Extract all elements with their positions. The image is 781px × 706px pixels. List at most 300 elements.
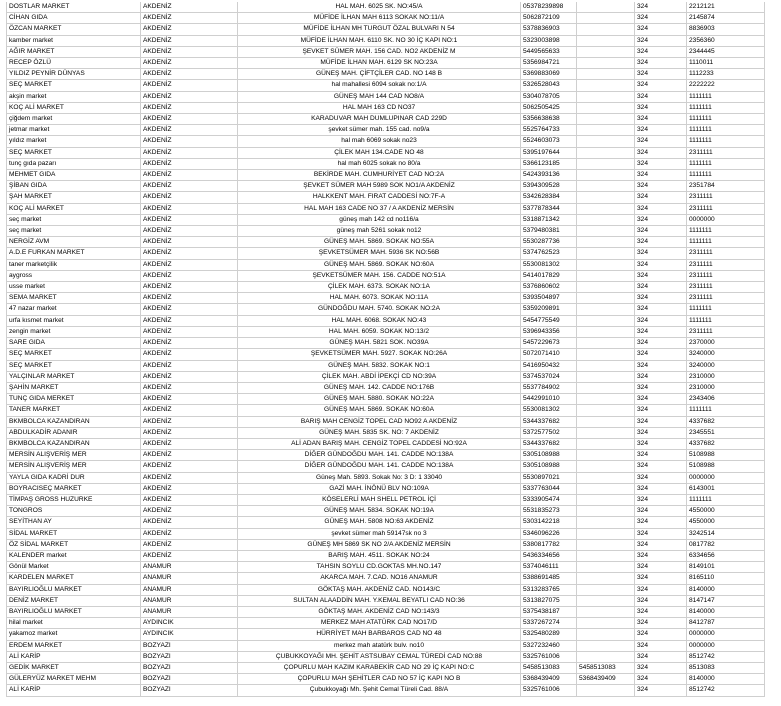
- alt-phone-cell[interactable]: [577, 640, 635, 651]
- landline-cell[interactable]: 2212121: [687, 2, 765, 13]
- address-cell[interactable]: MÜFİDE İLHAN MH TURGUT ÖZAL BULVARI N 54: [238, 24, 521, 35]
- market-name-cell[interactable]: YAYLA GIDA KADRİ DUR: [7, 472, 141, 483]
- landline-cell[interactable]: 2311111: [687, 248, 765, 259]
- alt-phone-cell[interactable]: [577, 114, 635, 125]
- mobile-phone-cell[interactable]: 05378239898: [521, 2, 577, 13]
- market-name-cell[interactable]: aygross: [7, 270, 141, 281]
- mobile-phone-cell[interactable]: 5344337682: [521, 438, 577, 449]
- address-cell[interactable]: GÜNEŞ MAH. ÇİFTÇİLER CAD. NO 148 B: [238, 69, 521, 80]
- district-cell[interactable]: AKDENİZ: [141, 506, 238, 517]
- market-name-cell[interactable]: SEÇ MARKET: [7, 360, 141, 371]
- alt-phone-cell[interactable]: [577, 651, 635, 662]
- area-code-cell[interactable]: 324: [635, 394, 687, 405]
- district-cell[interactable]: AKDENİZ: [141, 147, 238, 158]
- district-cell[interactable]: AKDENİZ: [141, 450, 238, 461]
- area-code-cell[interactable]: 324: [635, 640, 687, 651]
- market-name-cell[interactable]: ÖZCAN MARKET: [7, 24, 141, 35]
- market-name-cell[interactable]: yakamoz market: [7, 629, 141, 640]
- mobile-phone-cell[interactable]: 5342628384: [521, 192, 577, 203]
- landline-cell[interactable]: 2310000: [687, 371, 765, 382]
- mobile-phone-cell[interactable]: 5313283765: [521, 584, 577, 595]
- alt-phone-cell[interactable]: [577, 282, 635, 293]
- landline-cell[interactable]: 4337682: [687, 438, 765, 449]
- district-cell[interactable]: AKDENİZ: [141, 416, 238, 427]
- landline-cell[interactable]: 6334656: [687, 550, 765, 561]
- mobile-phone-cell[interactable]: 5388691485: [521, 573, 577, 584]
- area-code-cell[interactable]: 324: [635, 461, 687, 472]
- mobile-phone-cell[interactable]: 5337763044: [521, 483, 577, 494]
- district-cell[interactable]: AKDENİZ: [141, 326, 238, 337]
- mobile-phone-cell[interactable]: 5368439409: [521, 674, 577, 685]
- alt-phone-cell[interactable]: [577, 248, 635, 259]
- mobile-phone-cell[interactable]: 5318871342: [521, 214, 577, 225]
- district-cell[interactable]: AKDENİZ: [141, 394, 238, 405]
- market-name-cell[interactable]: SARE GIDA: [7, 338, 141, 349]
- landline-cell[interactable]: 8140000: [687, 584, 765, 595]
- mobile-phone-cell[interactable]: 5530897021: [521, 472, 577, 483]
- mobile-phone-cell[interactable]: 5305108988: [521, 450, 577, 461]
- area-code-cell[interactable]: 324: [635, 685, 687, 696]
- market-name-cell[interactable]: ERDEM MARKET: [7, 640, 141, 651]
- landline-cell[interactable]: 1111111: [687, 114, 765, 125]
- landline-cell[interactable]: 1111111: [687, 158, 765, 169]
- district-cell[interactable]: AKDENİZ: [141, 2, 238, 13]
- district-cell[interactable]: AKDENİZ: [141, 237, 238, 248]
- alt-phone-cell[interactable]: [577, 270, 635, 281]
- landline-cell[interactable]: 4337682: [687, 416, 765, 427]
- district-cell[interactable]: AKDENİZ: [141, 80, 238, 91]
- area-code-cell[interactable]: 324: [635, 360, 687, 371]
- district-cell[interactable]: AKDENİZ: [141, 125, 238, 136]
- district-cell[interactable]: AKDENİZ: [141, 293, 238, 304]
- address-cell[interactable]: GÜNEŞ MAH. 142. CADDE NO:176B: [238, 382, 521, 393]
- area-code-cell[interactable]: 324: [635, 494, 687, 505]
- area-code-cell[interactable]: 324: [635, 349, 687, 360]
- address-cell[interactable]: MÜFİDE İLHAN MAH. 6110 SK. NO 30 İÇ KAPI NO:1: [238, 35, 521, 46]
- alt-phone-cell[interactable]: [577, 517, 635, 528]
- district-cell[interactable]: ANAMUR: [141, 606, 238, 617]
- address-cell[interactable]: ŞEVKETSÜMER MAH. 5936 SK NO:56B: [238, 248, 521, 259]
- district-cell[interactable]: AKDENİZ: [141, 102, 238, 113]
- mobile-phone-cell[interactable]: 5359209891: [521, 304, 577, 315]
- landline-cell[interactable]: 1111111: [687, 237, 765, 248]
- market-name-cell[interactable]: 47 nazar market: [7, 304, 141, 315]
- mobile-phone-cell[interactable]: 5416950432: [521, 360, 577, 371]
- mobile-phone-cell[interactable]: 5424393136: [521, 170, 577, 181]
- alt-phone-cell[interactable]: [577, 170, 635, 181]
- area-code-cell[interactable]: 324: [635, 382, 687, 393]
- area-code-cell[interactable]: 324: [635, 618, 687, 629]
- area-code-cell[interactable]: 324: [635, 102, 687, 113]
- alt-phone-cell[interactable]: [577, 427, 635, 438]
- alt-phone-cell[interactable]: [577, 24, 635, 35]
- address-cell[interactable]: SULTAN ALAADDİN MAH. Y.KEMAL BEYATLI CAD NO:36: [238, 595, 521, 606]
- alt-phone-cell[interactable]: [577, 349, 635, 360]
- address-cell[interactable]: HAL MAH. 6073. SOKAK NO:11A: [238, 293, 521, 304]
- alt-phone-cell[interactable]: [577, 472, 635, 483]
- district-cell[interactable]: AKDENİZ: [141, 170, 238, 181]
- mobile-phone-cell[interactable]: 5326528043: [521, 80, 577, 91]
- area-code-cell[interactable]: 324: [635, 181, 687, 192]
- address-cell[interactable]: GÜNEŞ MAH. 5821 SOK. NO39A: [238, 338, 521, 349]
- district-cell[interactable]: BOZYAZI: [141, 640, 238, 651]
- market-name-cell[interactable]: çiğdem market: [7, 114, 141, 125]
- area-code-cell[interactable]: 324: [635, 259, 687, 270]
- landline-cell[interactable]: 2344445: [687, 46, 765, 57]
- landline-cell[interactable]: 1111111: [687, 91, 765, 102]
- landline-cell[interactable]: 2351784: [687, 181, 765, 192]
- alt-phone-cell[interactable]: [577, 181, 635, 192]
- mobile-phone-cell[interactable]: 5375438187: [521, 606, 577, 617]
- mobile-phone-cell[interactable]: 5327232460: [521, 640, 577, 651]
- market-name-cell[interactable]: SEÇ MARKET: [7, 80, 141, 91]
- alt-phone-cell[interactable]: [577, 382, 635, 393]
- address-cell[interactable]: KÖSELERLİ MAH SHELL PETROL İÇİ: [238, 494, 521, 505]
- mobile-phone-cell[interactable]: 5344337682: [521, 416, 577, 427]
- district-cell[interactable]: AYDINCIK: [141, 618, 238, 629]
- area-code-cell[interactable]: 324: [635, 170, 687, 181]
- market-name-cell[interactable]: TONGROS: [7, 506, 141, 517]
- district-cell[interactable]: BOZYAZI: [141, 651, 238, 662]
- alt-phone-cell[interactable]: [577, 438, 635, 449]
- area-code-cell[interactable]: 324: [635, 472, 687, 483]
- alt-phone-cell[interactable]: [577, 394, 635, 405]
- address-cell[interactable]: ALİ ADAN BARIŞ MAH. CENGİZ TOPEL CADDESİ NO:92A: [238, 438, 521, 449]
- area-code-cell[interactable]: 324: [635, 651, 687, 662]
- area-code-cell[interactable]: 324: [635, 550, 687, 561]
- area-code-cell[interactable]: 324: [635, 35, 687, 46]
- alt-phone-cell[interactable]: [577, 606, 635, 617]
- market-name-cell[interactable]: SİDAL MARKET: [7, 528, 141, 539]
- mobile-phone-cell[interactable]: 5072071410: [521, 349, 577, 360]
- address-cell[interactable]: şevket sümer mah. 155 cad. no9/a: [238, 125, 521, 136]
- district-cell[interactable]: AKDENİZ: [141, 550, 238, 561]
- address-cell[interactable]: BARIŞ MAH CENGİZ TOPEL CAD NO92 A AKDENİZ: [238, 416, 521, 427]
- landline-cell[interactable]: 0000000: [687, 629, 765, 640]
- mobile-phone-cell[interactable]: 5525764733: [521, 125, 577, 136]
- area-code-cell[interactable]: 324: [635, 114, 687, 125]
- area-code-cell[interactable]: 324: [635, 46, 687, 57]
- district-cell[interactable]: AKDENİZ: [141, 539, 238, 550]
- landline-cell[interactable]: 3242514: [687, 528, 765, 539]
- landline-cell[interactable]: 3240000: [687, 349, 765, 360]
- address-cell[interactable]: MÜFİDE İLHAN MAH 6113 SOKAK NO:11/A: [238, 13, 521, 24]
- address-cell[interactable]: DİĞER GÜNDOĞDU MAH. 141. CADDE NO:138A: [238, 450, 521, 461]
- district-cell[interactable]: ANAMUR: [141, 573, 238, 584]
- alt-phone-cell[interactable]: [577, 573, 635, 584]
- address-cell[interactable]: ŞEVKET SÜMER MAH 5989 SOK NO1/A AKDENİZ: [238, 181, 521, 192]
- alt-phone-cell[interactable]: [577, 136, 635, 147]
- mobile-phone-cell[interactable]: 5313827075: [521, 595, 577, 606]
- landline-cell[interactable]: 2145874: [687, 13, 765, 24]
- market-name-cell[interactable]: ALİ KARİP: [7, 651, 141, 662]
- district-cell[interactable]: AKDENİZ: [141, 46, 238, 57]
- district-cell[interactable]: AKDENİZ: [141, 438, 238, 449]
- area-code-cell[interactable]: 324: [635, 371, 687, 382]
- landline-cell[interactable]: 0000000: [687, 640, 765, 651]
- market-name-cell[interactable]: ALİ KARİP: [7, 685, 141, 696]
- alt-phone-cell[interactable]: [577, 371, 635, 382]
- district-cell[interactable]: AKDENİZ: [141, 203, 238, 214]
- area-code-cell[interactable]: 324: [635, 315, 687, 326]
- landline-cell[interactable]: 2311111: [687, 192, 765, 203]
- district-cell[interactable]: AKDENİZ: [141, 181, 238, 192]
- landline-cell[interactable]: 2343406: [687, 394, 765, 405]
- address-cell[interactable]: GÜNEŞ MAH. 5835 SK. NO: 7 AKDENİZ: [238, 427, 521, 438]
- area-code-cell[interactable]: 324: [635, 483, 687, 494]
- market-name-cell[interactable]: KOÇ ALİ MARKET: [7, 203, 141, 214]
- alt-phone-cell[interactable]: [577, 494, 635, 505]
- market-name-cell[interactable]: NERGİZ AVM: [7, 237, 141, 248]
- alt-phone-cell[interactable]: [577, 125, 635, 136]
- market-name-cell[interactable]: TUNÇ GIDA MERKET: [7, 394, 141, 405]
- landline-cell[interactable]: 2311111: [687, 203, 765, 214]
- area-code-cell[interactable]: 324: [635, 304, 687, 315]
- alt-phone-cell[interactable]: [577, 2, 635, 13]
- mobile-phone-cell[interactable]: 5414017829: [521, 270, 577, 281]
- area-code-cell[interactable]: 324: [635, 506, 687, 517]
- address-cell[interactable]: TAHSIN SOYLU CD.GOKTAS MH.NO.147: [238, 562, 521, 573]
- address-cell[interactable]: hal mah 6069 sokak no23: [238, 136, 521, 147]
- mobile-phone-cell[interactable]: 5325761006: [521, 651, 577, 662]
- area-code-cell[interactable]: 324: [635, 427, 687, 438]
- district-cell[interactable]: AKDENİZ: [141, 427, 238, 438]
- district-cell[interactable]: AYDINCIK: [141, 629, 238, 640]
- market-name-cell[interactable]: KALENDER market: [7, 550, 141, 561]
- area-code-cell[interactable]: 324: [635, 629, 687, 640]
- alt-phone-cell[interactable]: [577, 226, 635, 237]
- district-cell[interactable]: AKDENİZ: [141, 91, 238, 102]
- area-code-cell[interactable]: 324: [635, 226, 687, 237]
- district-cell[interactable]: AKDENİZ: [141, 226, 238, 237]
- district-cell[interactable]: AKDENİZ: [141, 517, 238, 528]
- district-cell[interactable]: AKDENİZ: [141, 304, 238, 315]
- mobile-phone-cell[interactable]: 5325761006: [521, 685, 577, 696]
- address-cell[interactable]: ÇİLEK MAH. 6373. SOKAK NO:1A: [238, 282, 521, 293]
- market-name-cell[interactable]: ŞAHİN MARKET: [7, 382, 141, 393]
- landline-cell[interactable]: 1111111: [687, 102, 765, 113]
- alt-phone-cell[interactable]: [577, 91, 635, 102]
- mobile-phone-cell[interactable]: 5380817782: [521, 539, 577, 550]
- alt-phone-cell[interactable]: [577, 685, 635, 696]
- address-cell[interactable]: GÜNEŞ MH 5869 SK NO 2/A AKDENİZ MERSİN: [238, 539, 521, 550]
- market-name-cell[interactable]: akşin market: [7, 91, 141, 102]
- area-code-cell[interactable]: 324: [635, 450, 687, 461]
- address-cell[interactable]: HAL MAH. 6059. SOKAK NO:13/2: [238, 326, 521, 337]
- address-cell[interactable]: GÜNEŞ MAH 144 CAD NO8/A: [238, 91, 521, 102]
- landline-cell[interactable]: 0817782: [687, 539, 765, 550]
- area-code-cell[interactable]: 324: [635, 528, 687, 539]
- mobile-phone-cell[interactable]: 5395197644: [521, 147, 577, 158]
- landline-cell[interactable]: 0000000: [687, 472, 765, 483]
- area-code-cell[interactable]: 324: [635, 438, 687, 449]
- district-cell[interactable]: AKDENİZ: [141, 136, 238, 147]
- address-cell[interactable]: GÖKTAŞ MAH. AKDENİZ CAD NO:143/3: [238, 606, 521, 617]
- market-name-cell[interactable]: GÜLERYÜZ MARKET MEHM: [7, 674, 141, 685]
- market-name-cell[interactable]: KOÇ ALİ MARKET: [7, 102, 141, 113]
- alt-phone-cell[interactable]: [577, 338, 635, 349]
- market-name-cell[interactable]: YALÇINLAR MARKET: [7, 371, 141, 382]
- district-cell[interactable]: AKDENİZ: [141, 528, 238, 539]
- market-name-cell[interactable]: BKMBOLCA KAZANDIRAN: [7, 438, 141, 449]
- market-name-cell[interactable]: KARDELEN MARKET: [7, 573, 141, 584]
- district-cell[interactable]: AKDENİZ: [141, 24, 238, 35]
- alt-phone-cell[interactable]: [577, 158, 635, 169]
- district-cell[interactable]: AKDENİZ: [141, 371, 238, 382]
- landline-cell[interactable]: 5108988: [687, 450, 765, 461]
- landline-cell[interactable]: 1111111: [687, 315, 765, 326]
- mobile-phone-cell[interactable]: 5454775549: [521, 315, 577, 326]
- address-cell[interactable]: güneş mah 142 cd no116/a: [238, 214, 521, 225]
- landline-cell[interactable]: 2311111: [687, 147, 765, 158]
- area-code-cell[interactable]: 324: [635, 662, 687, 673]
- mobile-phone-cell[interactable]: 5442991010: [521, 394, 577, 405]
- market-name-cell[interactable]: jetmar market: [7, 125, 141, 136]
- area-code-cell[interactable]: 324: [635, 416, 687, 427]
- landline-cell[interactable]: 2311111: [687, 259, 765, 270]
- address-cell[interactable]: ŞEVKETSÜMER MAH. 156. CADDE NO:51A: [238, 270, 521, 281]
- address-cell[interactable]: şevket sümer mah 59147sk no 3: [238, 528, 521, 539]
- market-name-cell[interactable]: SEYİTHAN AY: [7, 517, 141, 528]
- mobile-phone-cell[interactable]: 5356638638: [521, 114, 577, 125]
- alt-phone-cell[interactable]: [577, 80, 635, 91]
- mobile-phone-cell[interactable]: 5356984721: [521, 58, 577, 69]
- mobile-phone-cell[interactable]: 5369883069: [521, 69, 577, 80]
- market-name-cell[interactable]: MERSİN ALIŞVERİŞ MER: [7, 461, 141, 472]
- market-name-cell[interactable]: MERSİN ALIŞVERİŞ MER: [7, 450, 141, 461]
- landline-cell[interactable]: 8512742: [687, 685, 765, 696]
- market-name-cell[interactable]: SEÇ MARKET: [7, 147, 141, 158]
- mobile-phone-cell[interactable]: 5303142218: [521, 517, 577, 528]
- alt-phone-cell[interactable]: [577, 360, 635, 371]
- landline-cell[interactable]: 2311111: [687, 270, 765, 281]
- address-cell[interactable]: MERKEZ MAH ATATÜRK CAD NO17/D: [238, 618, 521, 629]
- landline-cell[interactable]: 8412787: [687, 618, 765, 629]
- district-cell[interactable]: AKDENİZ: [141, 58, 238, 69]
- alt-phone-cell[interactable]: [577, 13, 635, 24]
- address-cell[interactable]: güneş mah 5261 sokak no12: [238, 226, 521, 237]
- address-cell[interactable]: GÜNEŞ MAH. 5832. SOKAK NO:1: [238, 360, 521, 371]
- district-cell[interactable]: AKDENİZ: [141, 35, 238, 46]
- market-name-cell[interactable]: ABDULKADİR ADANIR: [7, 427, 141, 438]
- market-name-cell[interactable]: SEÇ MARKET: [7, 349, 141, 360]
- mobile-phone-cell[interactable]: 5374046111: [521, 562, 577, 573]
- alt-phone-cell[interactable]: [577, 35, 635, 46]
- district-cell[interactable]: AKDENİZ: [141, 461, 238, 472]
- market-name-cell[interactable]: BAYIRLIOĞLU MARKET: [7, 584, 141, 595]
- landline-cell[interactable]: 0000000: [687, 214, 765, 225]
- landline-cell[interactable]: 8140000: [687, 606, 765, 617]
- district-cell[interactable]: BOZYAZI: [141, 662, 238, 673]
- district-cell[interactable]: AKDENİZ: [141, 349, 238, 360]
- landline-cell[interactable]: 2311111: [687, 282, 765, 293]
- mobile-phone-cell[interactable]: 5376860602: [521, 282, 577, 293]
- area-code-cell[interactable]: 324: [635, 2, 687, 13]
- area-code-cell[interactable]: 324: [635, 338, 687, 349]
- landline-cell[interactable]: 8147147: [687, 595, 765, 606]
- market-name-cell[interactable]: RECEP ÖZLÜ: [7, 58, 141, 69]
- market-name-cell[interactable]: kamber market: [7, 35, 141, 46]
- mobile-phone-cell[interactable]: 5062872109: [521, 13, 577, 24]
- market-name-cell[interactable]: BAYIRLIOĞLU MARKET: [7, 606, 141, 617]
- market-name-cell[interactable]: hilal market: [7, 618, 141, 629]
- alt-phone-cell[interactable]: [577, 539, 635, 550]
- alt-phone-cell[interactable]: [577, 461, 635, 472]
- market-name-cell[interactable]: usse market: [7, 282, 141, 293]
- area-code-cell[interactable]: 324: [635, 405, 687, 416]
- area-code-cell[interactable]: 324: [635, 24, 687, 35]
- area-code-cell[interactable]: 324: [635, 517, 687, 528]
- area-code-cell[interactable]: 324: [635, 584, 687, 595]
- landline-cell[interactable]: 2311111: [687, 326, 765, 337]
- alt-phone-cell[interactable]: [577, 629, 635, 640]
- market-name-cell[interactable]: tunç gıda pazarı: [7, 158, 141, 169]
- mobile-phone-cell[interactable]: 5372577502: [521, 427, 577, 438]
- mobile-phone-cell[interactable]: 5062505425: [521, 102, 577, 113]
- address-cell[interactable]: Güneş Mah. 5893. Sokak No: 3 D: 1 33040: [238, 472, 521, 483]
- landline-cell[interactable]: 4550000: [687, 506, 765, 517]
- landline-cell[interactable]: 1111111: [687, 136, 765, 147]
- district-cell[interactable]: BOZYAZI: [141, 674, 238, 685]
- address-cell[interactable]: HAL MAH. 6025 SK. NO:45/A: [238, 2, 521, 13]
- market-name-cell[interactable]: TİMPAŞ GROSS HUZURKE: [7, 494, 141, 505]
- market-name-cell[interactable]: GEDİK MARKET: [7, 662, 141, 673]
- district-cell[interactable]: AKDENİZ: [141, 483, 238, 494]
- mobile-phone-cell[interactable]: 5304078705: [521, 91, 577, 102]
- mobile-phone-cell[interactable]: 5396943356: [521, 326, 577, 337]
- alt-phone-cell[interactable]: [577, 214, 635, 225]
- landline-cell[interactable]: 4550000: [687, 517, 765, 528]
- alt-phone-cell[interactable]: [577, 315, 635, 326]
- mobile-phone-cell[interactable]: 5531835273: [521, 506, 577, 517]
- alt-phone-cell[interactable]: 5368439409: [577, 674, 635, 685]
- mobile-phone-cell[interactable]: 5449565633: [521, 46, 577, 57]
- landline-cell[interactable]: 1112233: [687, 69, 765, 80]
- area-code-cell[interactable]: 324: [635, 158, 687, 169]
- area-code-cell[interactable]: 324: [635, 69, 687, 80]
- landline-cell[interactable]: 2356360: [687, 35, 765, 46]
- address-cell[interactable]: KARADUVAR MAH DUMLUPINAR CAD 229D: [238, 114, 521, 125]
- address-cell[interactable]: GÜNEŞ MAH. 5880. SOKAK NO:22A: [238, 394, 521, 405]
- mobile-phone-cell[interactable]: 5366123185: [521, 158, 577, 169]
- area-code-cell[interactable]: 324: [635, 293, 687, 304]
- landline-cell[interactable]: 8836903: [687, 24, 765, 35]
- district-cell[interactable]: AKDENİZ: [141, 282, 238, 293]
- landline-cell[interactable]: 2345551: [687, 427, 765, 438]
- address-cell[interactable]: hal mahallesi 6094 sokak no:1/A: [238, 80, 521, 91]
- district-cell[interactable]: AKDENİZ: [141, 248, 238, 259]
- alt-phone-cell[interactable]: [577, 237, 635, 248]
- alt-phone-cell[interactable]: [577, 405, 635, 416]
- address-cell[interactable]: hal mah 6025 sokak no 80/a: [238, 158, 521, 169]
- district-cell[interactable]: AKDENİZ: [141, 158, 238, 169]
- area-code-cell[interactable]: 324: [635, 539, 687, 550]
- landline-cell[interactable]: 2311111: [687, 293, 765, 304]
- alt-phone-cell[interactable]: [577, 562, 635, 573]
- mobile-phone-cell[interactable]: 5377878344: [521, 203, 577, 214]
- market-name-cell[interactable]: MEHMET GIDA: [7, 170, 141, 181]
- landline-cell[interactable]: 1111111: [687, 125, 765, 136]
- market-name-cell[interactable]: DOSTLAR MARKET: [7, 2, 141, 13]
- market-name-cell[interactable]: AĞIR MARKET: [7, 46, 141, 57]
- mobile-phone-cell[interactable]: 5323003898: [521, 35, 577, 46]
- market-name-cell[interactable]: seç market: [7, 226, 141, 237]
- address-cell[interactable]: GÜNEŞ MAH. 5869. SOKAK NO:60A: [238, 259, 521, 270]
- mobile-phone-cell[interactable]: 5333905474: [521, 494, 577, 505]
- alt-phone-cell[interactable]: 5458513083: [577, 662, 635, 673]
- area-code-cell[interactable]: 324: [635, 80, 687, 91]
- mobile-phone-cell[interactable]: 5530081302: [521, 259, 577, 270]
